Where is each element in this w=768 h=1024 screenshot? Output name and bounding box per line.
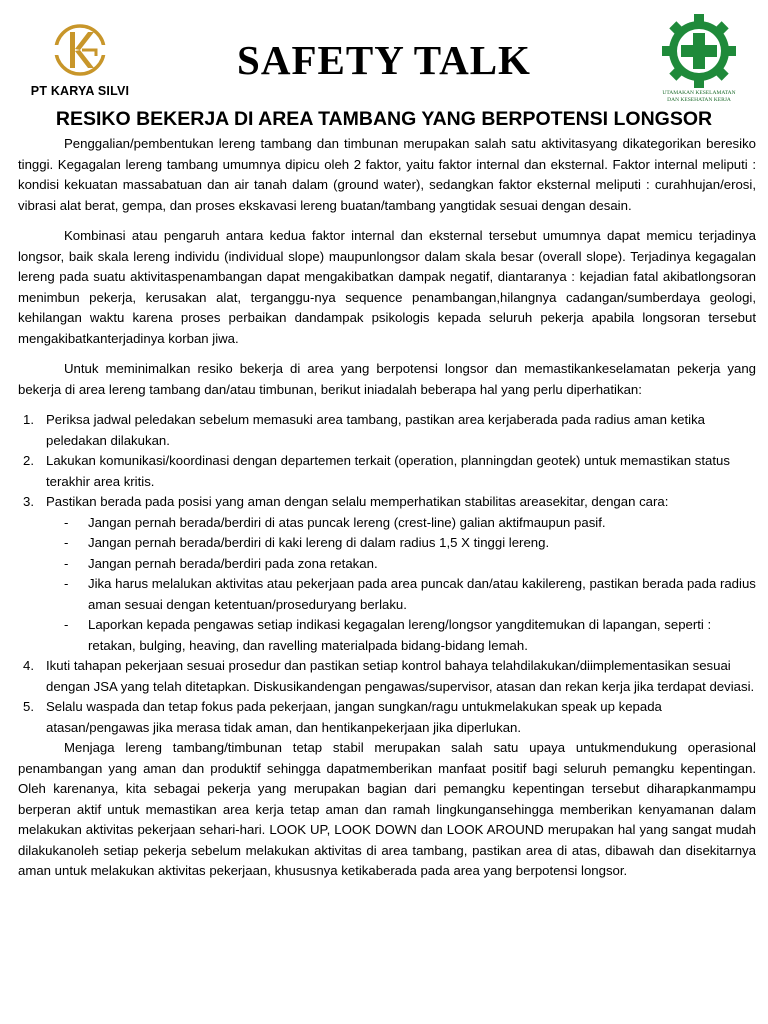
k3-caption-line1: UTAMAKAN KESELAMATAN <box>662 90 736 96</box>
paragraph-conclusion: Menjaga lereng tambang/timbunan tetap stabil merupakan salah satu upaya untukmendukung operasional penambangan yang aman dan produktif sehingga dapatmemberikan manfaat positif bagi seluruh pemangku kepentingan. Oleh karenanya, kita sebagai pekerja yang merupakan bagian dari pemangku kepentingan tersebut diharapkanmampu berperan aktif untuk memastikan area kerja tetap aman dan ramah lingkungansehingga memberikan kenyamanan dalam melakukan aktivitas pekerjaan sehari-hari. LOOK UP, LOOK DOWN dan LOOK AROUND merupakan hal yang sangat mudah dilakukanoleh setiap pekerja sebelum melakukan aktivitas di area tambang, pastikan area di atas, dibawah dan disekitarnya aman untuk melakukan aktivitas pekerjaan, khususnya ketikaberada pada area yang berpotensi longsor. <box>18 740 756 878</box>
list-text: Pastikan berada pada posisi yang aman dengan selalu memperhatikan stabilitas areasekitar, dengan cara: <box>46 494 669 509</box>
sub-list-text: Jangan pernah berada/berdiri di atas puncak lereng (crest-line) galian aktifmaupun pasif. <box>88 514 606 530</box>
list-text: Lakukan komunikasi/koordinasi dengan departemen terkait (operation, planningdan geotek) untuk memastikan status terakhir area kritis. <box>46 453 730 489</box>
sub-list-item <box>46 533 756 554</box>
k3-gear-cross-logo-icon <box>654 14 744 90</box>
list-number: 5. <box>23 699 34 714</box>
document-body <box>18 134 756 882</box>
company-name: PT KARYA SILVI <box>30 84 130 98</box>
dash-marker: - <box>64 555 69 571</box>
document-subtitle: RESIKO BEKERJA DI AREA TAMBANG YANG BERPOTENSI LONGSOR <box>55 108 713 130</box>
list-number: 4. <box>23 658 34 673</box>
dash-marker: - <box>64 535 69 550</box>
sub-list-text: Laporkan kepada pengawas setiap indikasi kegagalan lereng/longsor yangditemukan di lapangan, seperti : retakan, bulging, heaving, dan ravelling materialpada bidang-bidang lemah. <box>88 617 712 653</box>
k3-logo <box>644 14 754 110</box>
sub-list-item <box>46 513 756 534</box>
list-item <box>18 492 756 656</box>
kg-monogram-logo-icon <box>48 22 112 82</box>
list-number: 2. <box>23 453 34 468</box>
page-title: SAFETY TALK <box>237 37 531 83</box>
sub-list-text: Jika harus melalukan aktivitas atau pekerjaan pada area puncak dan/atau kakilereng, pastikan berada pada radius aman sesuai dengan ketentuan/proseduryang berlaku. <box>88 576 756 612</box>
list-number: 1. <box>23 412 34 427</box>
sub-list <box>46 513 756 657</box>
k3-caption-line2: DAN KESEHATAN KERJA <box>667 96 731 103</box>
dash-marker: - <box>64 617 69 632</box>
sub-list-text: Jangan pernah berada/berdiri di kaki lereng di dalam radius 1,5 X tinggi lereng. <box>88 535 550 550</box>
list-item <box>18 410 756 451</box>
list-text: Ikuti tahapan pekerjaan sesuai prosedur dan pastikan setiap kontrol bahaya telahdilakukan/diimplementasikan sesuai dengan JSA yang telah ditetapkan. Diskusikandengan pengawas/supervisor, atasan dan rekan kerja jika terdapat deviasi. <box>46 658 755 694</box>
sub-list-item <box>46 574 756 615</box>
list-number: 3. <box>23 494 34 509</box>
dash-marker: - <box>64 514 69 530</box>
header <box>0 0 768 110</box>
sub-list-item <box>46 615 756 656</box>
precaution-list <box>18 410 756 738</box>
k3-caption <box>644 90 754 103</box>
paragraph-intro: Penggalian/pembentukan lereng tambang dan timbunan merupakan salah satu aktivitasyang dikategorikan beresiko tinggi. Kegagalan lereng tambang umumnya dipicu oleh 2 faktor, yaitu faktor internal dan eksternal. Faktor internal meliputi : kondisi kekuatan massabatuan dan air tanah dalam (ground water), sedangkan faktor eksternal meliputi : curahhujan/erosi, vibrasi alat berat, gempa, dan proses ekskavasi lereng buatan/tambang yangtidak sesuai dengan desain. <box>18 136 756 213</box>
list-item <box>18 656 756 697</box>
company-logo <box>22 22 138 102</box>
list-item <box>18 451 756 492</box>
list-text: Selalu waspada dan tetap fokus pada pekerjaan, jangan sungkan/ragu untukmelakukan speak up kepada atasan/pengawas jika merasa tidak aman, dan hentikanpekerjaan jika diperlukan. <box>46 699 662 735</box>
paragraph-precautions-intro: Untuk meminimalkan resiko bekerja di area yang berpotensi longsor dan memastikankeselamatan pekerja yang bekerja di area lereng tambang dan/atau timbunan, berikut iniadalah beberapa hal yang perlu diperhatikan: <box>18 361 756 397</box>
paragraph-impact: Kombinasi atau pengaruh antara kedua faktor internal dan eksternal tersebut umumnya dapat memicu terjadinya longsor, baik skala lereng individu (individual slope) maupunlongsor dalam skala besar (overall slope). Terjadinya kegagalan lereng pada suatu aktivitaspenambangan dapat mengakibatkan dampak negatif, diantaranya : kejadian fatal akibatlongsoran menimbun pekerja, kerusakan alat, terganggu-nya sequence penambangan,hilangnya cadangan/sumberdaya geologi, kehilangan waktu karena proses perbaikan dandampak psikologis kepada seluruh pekerja apabila longsoran tersebut mengakibatkanterjadinya korban jiwa. <box>18 228 756 346</box>
sub-list-text: Jangan pernah berada/berdiri pada zona retakan. <box>88 555 378 571</box>
sub-list-item <box>46 554 756 575</box>
list-text: Periksa jadwal peledakan sebelum memasuki area tambang, pastikan area kerjaberada pada radius aman ketika peledakan dilakukan. <box>46 412 706 448</box>
list-item <box>18 697 756 738</box>
dash-marker: - <box>64 576 69 591</box>
